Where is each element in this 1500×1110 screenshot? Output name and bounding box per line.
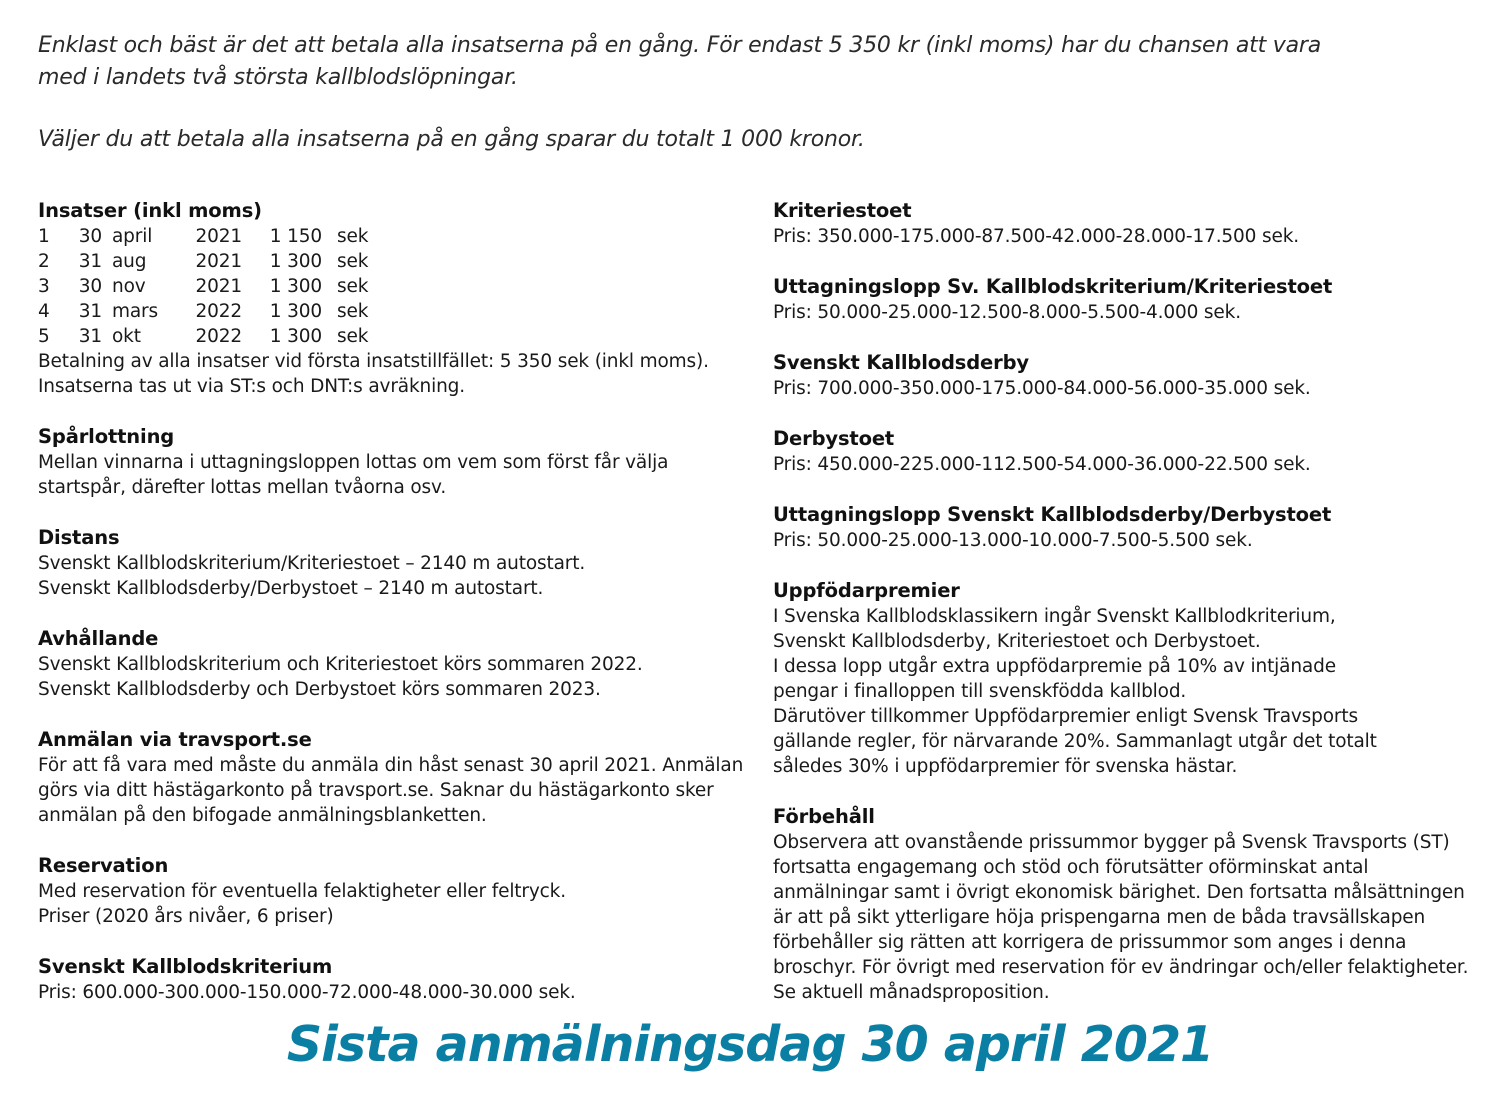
anmalan-line: görs via ditt hästägarkonto på travsport.se. Saknar du hästägarkonto sker bbox=[38, 780, 714, 801]
kriterium-prize: Pris: 600.000-300.000-150.000-72.000-48.000-30.000 sek. bbox=[38, 982, 576, 1003]
derby-heading: Svenskt Kallblodsderby bbox=[773, 351, 1029, 374]
insatser-table bbox=[38, 224, 368, 349]
section-uttagning-derby bbox=[773, 502, 1483, 553]
reservation-heading: Reservation bbox=[38, 854, 169, 877]
section-anmalan bbox=[38, 727, 758, 828]
intro-paragraph-1 bbox=[38, 30, 1438, 94]
section-avhallande bbox=[38, 626, 758, 702]
kriteriestoet-heading: Kriteriestoet bbox=[773, 199, 912, 222]
uppfodar-line: således 30% i uppfödarpremier för svenska hästar. bbox=[773, 756, 1238, 777]
anmalan-heading: Anmälan via travsport.se bbox=[38, 728, 312, 751]
uttagning-kriterium-prize: Pris: 50.000-25.000-12.500-8.000-5.500-4.000 sek. bbox=[773, 302, 1241, 323]
fee-amount: 1 300 bbox=[269, 276, 322, 297]
derbystoet-prize: Pris: 450.000-225.000-112.500-54.000-36.000-22.500 sek. bbox=[773, 454, 1311, 475]
section-derbystoet bbox=[773, 426, 1483, 477]
uppfodar-heading: Uppfödarpremier bbox=[773, 579, 960, 602]
reservation-line: Priser (2020 års nivåer, 6 priser) bbox=[38, 906, 334, 927]
section-distans bbox=[38, 525, 758, 601]
anmalan-line: anmälan på den bifogade anmälningsblanketten. bbox=[38, 805, 487, 826]
table-row bbox=[38, 274, 368, 299]
section-forbehall bbox=[773, 804, 1483, 1005]
forbehall-line: broschyr. För övrigt med reservation för ev ändringar och/eller felaktigheter. bbox=[773, 957, 1469, 978]
fee-day: 31 bbox=[78, 301, 102, 322]
fee-day: 30 bbox=[78, 276, 102, 297]
fee-year: 2021 bbox=[195, 226, 242, 247]
forbehall-line: Se aktuell månadsproposition. bbox=[773, 982, 1050, 1003]
fee-month: mars bbox=[112, 301, 159, 322]
forbehall-line: anmälningar samt i övrigt ekonomisk bärighet. Den fortsatta målsättningen bbox=[773, 882, 1465, 903]
fee-month: okt bbox=[112, 326, 141, 347]
derby-prize: Pris: 700.000-350.000-175.000-84.000-56.000-35.000 sek. bbox=[773, 378, 1311, 399]
avhallande-line: Svenskt Kallblodsderby och Derbystoet körs sommaren 2023. bbox=[38, 679, 601, 700]
deadline-banner: Sista anmälningsdag 30 april 2021 bbox=[286, 1016, 1214, 1073]
fee-no: 2 bbox=[38, 251, 50, 272]
fee-no: 1 bbox=[38, 226, 50, 247]
fee-currency: sek bbox=[337, 326, 369, 347]
anmalan-line: För att få vara med måste du anmäla din håst senast 30 april 2021. Anmälan bbox=[38, 755, 744, 776]
table-row bbox=[38, 249, 368, 274]
fee-year: 2022 bbox=[195, 326, 242, 347]
fee-year: 2021 bbox=[195, 276, 242, 297]
intro-paragraph-2: Väljer du att betala alla insatserna på en gång sparar du totalt 1 000 kronor. bbox=[38, 127, 865, 152]
kriterium-heading: Svenskt Kallblodskriterium bbox=[38, 955, 333, 978]
avhallande-heading: Avhållande bbox=[38, 627, 159, 650]
fee-year: 2022 bbox=[195, 301, 242, 322]
fee-currency: sek bbox=[337, 226, 369, 247]
uppfodar-line: Därutöver tillkommer Uppfödarpremier enligt Svensk Travsports bbox=[773, 706, 1358, 727]
intro-line-1: Enklast och bäst är det att betala alla insatserna på en gång. För endast 5 350 kr (inkl moms) har du chansen att vara bbox=[38, 33, 1322, 58]
insatser-note-1: Betalning av alla insatser vid första insatstillfället: 5 350 sek (inkl moms). bbox=[38, 351, 709, 372]
fee-month: nov bbox=[112, 276, 146, 297]
fee-currency: sek bbox=[337, 251, 369, 272]
forbehall-line: är att på sikt ytterligare höja prispengarna men de båda travsällskapen bbox=[773, 907, 1426, 928]
reservation-line: Med reservation för eventuella felaktigheter eller feltryck. bbox=[38, 881, 566, 902]
insatser-heading: Insatser (inkl moms) bbox=[38, 199, 262, 222]
uppfodar-line: I Svenska Kallblodsklassikern ingår Svenskt Kallblodkriterium, bbox=[773, 606, 1336, 627]
table-row bbox=[38, 324, 368, 349]
section-derby bbox=[773, 350, 1483, 401]
fee-currency: sek bbox=[337, 301, 369, 322]
uppfodar-line: I dessa lopp utgår extra uppfödarpremie på 10% av intjänade bbox=[773, 656, 1336, 677]
section-sparlottning bbox=[38, 424, 758, 500]
fee-amount: 1 150 bbox=[269, 226, 322, 247]
fee-currency: sek bbox=[337, 276, 369, 297]
avhallande-line: Svenskt Kallblodskriterium och Kriteriestoet körs sommaren 2022. bbox=[38, 654, 643, 675]
uttagning-derby-prize: Pris: 50.000-25.000-13.000-10.000-7.500-5.500 sek. bbox=[773, 530, 1253, 551]
section-kriterium bbox=[38, 954, 758, 1005]
fee-year: 2021 bbox=[195, 251, 242, 272]
fee-amount: 1 300 bbox=[269, 326, 322, 347]
section-insatser bbox=[38, 198, 758, 399]
uppfodar-line: gällande regler, för närvarande 20%. Sammanlagt utgår det totalt bbox=[773, 731, 1377, 752]
fee-amount: 1 300 bbox=[269, 251, 322, 272]
distans-heading: Distans bbox=[38, 526, 120, 549]
left-column bbox=[38, 198, 758, 1030]
uppfodar-line: pengar i finalloppen till svenskfödda kallblod. bbox=[773, 681, 1187, 702]
kriteriestoet-prize: Pris: 350.000-175.000-87.500-42.000-28.000-17.500 sek. bbox=[773, 226, 1300, 247]
forbehall-line: fortsatta engagemang och stöd och förutsätter oförminskat antal bbox=[773, 857, 1369, 878]
fee-day: 30 bbox=[78, 226, 102, 247]
forbehall-line: förbehåller sig rätten att korrigera de prissummor som anges i denna bbox=[773, 932, 1407, 953]
uppfodar-line: Svenskt Kallblodsderby, Kriteriestoet och Derbystoet. bbox=[773, 631, 1261, 652]
forbehall-line: Observera att ovanstående prissummor bygger på Svensk Travsports (ST) bbox=[773, 832, 1450, 853]
right-column bbox=[773, 198, 1483, 1030]
fee-month: aug bbox=[112, 251, 147, 272]
fee-no: 5 bbox=[38, 326, 50, 347]
section-uppfodarpremier bbox=[773, 578, 1483, 779]
fee-no: 3 bbox=[38, 276, 50, 297]
derbystoet-heading: Derbystoet bbox=[773, 427, 895, 450]
uttagning-derby-heading: Uttagningslopp Svenskt Kallblodsderby/Derbystoet bbox=[773, 503, 1332, 526]
sparlottning-line: Mellan vinnarna i uttagningsloppen lottas om vem som först får välja bbox=[38, 452, 669, 473]
intro-line-2: med i landets två största kallblodslöpningar. bbox=[38, 65, 518, 90]
fee-day: 31 bbox=[78, 251, 102, 272]
section-uttagning-kriterium bbox=[773, 274, 1483, 325]
fee-no: 4 bbox=[38, 301, 50, 322]
table-row bbox=[38, 224, 368, 249]
fee-month: april bbox=[112, 226, 153, 247]
distans-line: Svenskt Kallblodskriterium/Kriteriestoet – 2140 m autostart. bbox=[38, 553, 586, 574]
distans-line: Svenskt Kallblodsderby/Derbystoet – 2140 m autostart. bbox=[38, 578, 544, 599]
table-row bbox=[38, 299, 368, 324]
uttagning-kriterium-heading: Uttagningslopp Sv. Kallblodskriterium/Kriteriestoet bbox=[773, 275, 1333, 298]
forbehall-heading: Förbehåll bbox=[773, 805, 875, 828]
sparlottning-line: startspår, därefter lottas mellan tvåorna osv. bbox=[38, 477, 447, 498]
fee-amount: 1 300 bbox=[269, 301, 322, 322]
sparlottning-heading: Spårlottning bbox=[38, 425, 175, 448]
fee-day: 31 bbox=[78, 326, 102, 347]
section-reservation bbox=[38, 853, 758, 929]
section-kriteriestoet bbox=[773, 198, 1483, 249]
intro-text bbox=[38, 30, 1438, 156]
insatser-note-2: Insatserna tas ut via ST:s och DNT:s avräkning. bbox=[38, 376, 465, 397]
